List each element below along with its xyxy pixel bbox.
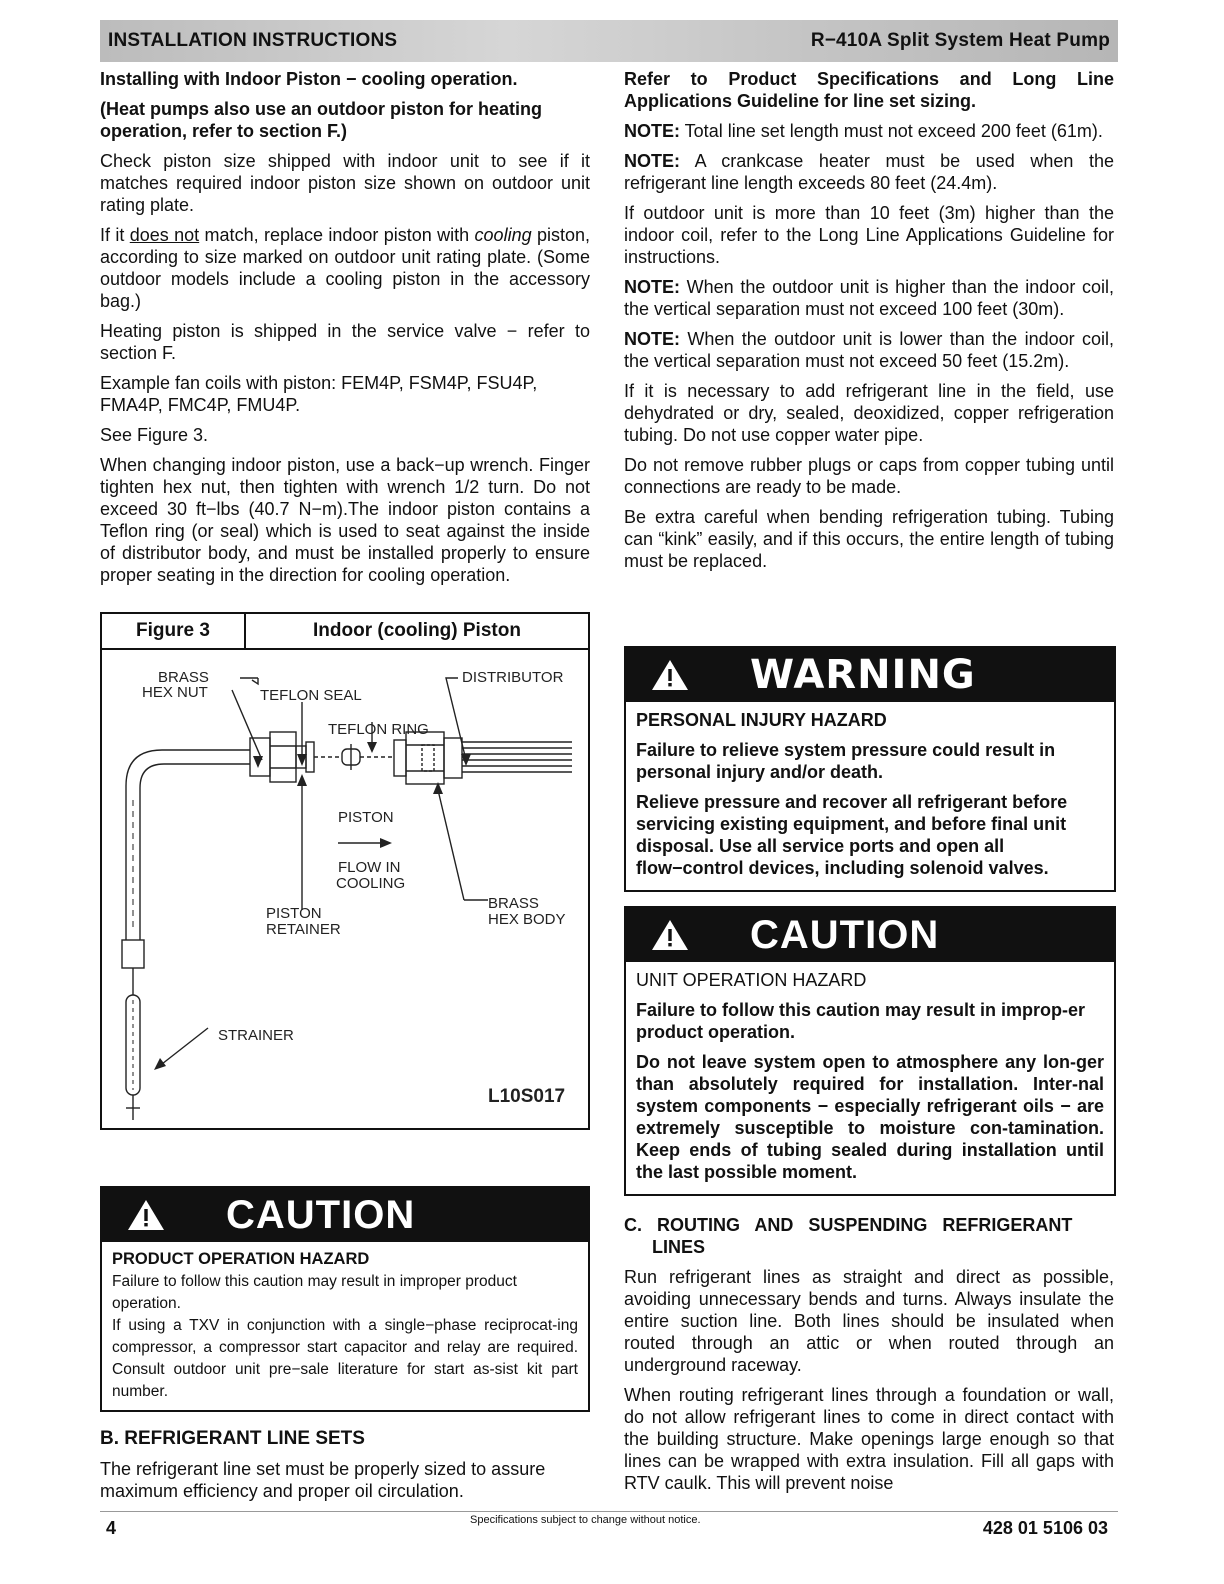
- paragraph: See Figure 3.: [100, 425, 209, 445]
- section-c-title-2: LINES: [652, 1237, 706, 1257]
- figure-title: Indoor (cooling) Piston: [313, 620, 521, 641]
- figure-3: [100, 612, 590, 1130]
- paragraph: Example fan coils with piston: FEM4P, FSM4P, FSU4P, FMA4P, FMC4P, FMU4P.: [100, 373, 538, 415]
- header-left-title: INSTALLATION INSTRUCTIONS: [108, 30, 398, 51]
- label-piston-retainer-1: PISTON: [266, 905, 322, 922]
- caution-title: PRODUCT OPERATION HAZARD: [112, 1250, 370, 1268]
- footer-notice: Specifications subject to change without notice.: [470, 1514, 701, 1526]
- label-teflon-seal: TEFLON SEAL: [260, 687, 362, 704]
- warning-title: PERSONAL INJURY HAZARD: [636, 710, 887, 730]
- label-cooling: COOLING: [336, 875, 406, 892]
- paragraph: If outdoor unit is more than 10 feet (3m) higher than the indoor coil, refer to the Long Line Applications Guideline for instructions.: [624, 203, 1114, 267]
- note: NOTE: A crankcase heater must be used when the refrigerant line length exceeds 80 feet (24.4m).: [624, 151, 1114, 193]
- paragraph: When changing indoor piston, use a back−up wrench. Finger tighten hex nut, then tighten with wrench 1/2 turn. Do not exceed 30 ft−lbs (40.7 N−m).The indoor piston contains a Teflon ring (or seal) which is used to seat against the inside of distributor body, and must be installed properly to ensure proper seating in the direction for cooling operation.: [100, 455, 590, 585]
- caution-word: CAUTION: [226, 1192, 416, 1237]
- caution-text: Failure to follow this caution may result in improper product operation.: [112, 1273, 517, 1312]
- heading-heat-pumps: (Heat pumps also use an outdoor piston for heating operation, refer to section F.): [100, 99, 543, 141]
- paragraph: If it does not match, replace indoor piston with cooling piston, according to size marked on outdoor unit rating plate. (Some outdoor models include a cooling piston in the accessory bag.): [100, 225, 590, 311]
- label-strainer: STRAINER: [218, 1027, 294, 1044]
- page-header: [100, 20, 1118, 62]
- section-c-title: C. ROUTING AND SUSPENDING REFRIGERANT: [624, 1215, 1073, 1235]
- caution-word: CAUTION: [750, 912, 940, 957]
- paragraph: If it is necessary to add refrigerant line in the field, use dehydrated or dry, sealed, deoxidized, copper refrigeration tubing. Do not use copper water pipe.: [624, 381, 1114, 445]
- paragraph: Run refrigerant lines as straight and direct as possible, avoiding unnecessary bends and turns. Always insulate the entire suction line. Both lines should be insulated when routed through an attic or when routed through an underground raceway.: [624, 1267, 1114, 1375]
- caution-text: If using a TXV in conjunction with a single−phase reciprocat-ing compressor, a compressor start capacitor and relay are required. Consult outdoor unit pre−sale literature for start as-sist kit part number.: [112, 1317, 578, 1400]
- warning-text: Relieve pressure and recover all refrigerant before servicing existing equipment, and before final unit disposal. Use all service ports and open all flow−control devices, including solenoid valves.: [636, 792, 1068, 878]
- label-brass: BRASS: [158, 669, 209, 686]
- caution-box-product: [100, 1186, 590, 1412]
- label-brass-2: BRASS: [488, 895, 539, 912]
- label-distributor: DISTRIBUTOR: [462, 669, 564, 686]
- paragraph: Be extra careful when bending refrigeration tubing. Tubing can “kink” easily, and if this occurs, the entire length of tubing must be replaced.: [624, 507, 1114, 571]
- figure-number: Figure 3: [102, 614, 246, 648]
- note: NOTE: When the outdoor unit is lower than the indoor coil, the vertical separation must not exceed 50 feet (15.2m).: [624, 329, 1114, 371]
- label-hex-body: HEX BODY: [488, 911, 566, 928]
- section-c: [624, 1214, 1114, 1502]
- paragraph: Do not remove rubber plugs or caps from copper tubing until connections are ready to be made.: [624, 455, 1114, 497]
- warning-text: Failure to relieve system pressure could result in personal injury and/or death.: [636, 740, 1056, 782]
- page-number: 4: [106, 1518, 117, 1538]
- caution-box-unit: [624, 906, 1116, 1196]
- warning-triangle-icon: [650, 917, 690, 953]
- note: NOTE: When the outdoor unit is higher than the indoor coil, the vertical separation must not exceed 100 feet (30m).: [624, 277, 1114, 319]
- paragraph: When routing refrigerant lines through a foundation or wall, do not allow refrigerant lines to come in direct contact with the building structure. Make openings large enough so that lines can be wrapped with extra insulation. Fill all gaps with RTV caulk. This will prevent noise: [624, 1385, 1114, 1493]
- paragraph: Check piston size shipped with indoor unit to see if it matches required indoor piston size shown on outdoor unit rating plate.: [100, 151, 590, 215]
- caution-title: UNIT OPERATION HAZARD: [636, 970, 867, 990]
- footer-rule: [100, 1511, 1118, 1512]
- left-column: [100, 68, 590, 594]
- label-piston-retainer-2: RETAINER: [266, 921, 341, 938]
- header-right-title: R−410A Split System Heat Pump: [810, 30, 1110, 51]
- warning-word: WARNING: [750, 652, 976, 698]
- warning-box: [624, 646, 1116, 892]
- right-column: [624, 68, 1114, 580]
- heading-line-set-sizing: Refer to Product Specifications and Long Line Applications Guideline for line set sizing.: [624, 69, 1114, 111]
- document-code: 428 01 5106 03: [982, 1518, 1108, 1538]
- section-b: [100, 1428, 590, 1510]
- paragraph: The refrigerant line set must be properly sized to assure maximum efficiency and proper oil circulation.: [100, 1459, 546, 1501]
- caution-text: Do not leave system open to atmosphere any lon-ger than absolutely required for installation. Inter-nal system components − especially refrigerant oils − are extremely susceptible to moisture con-tamination. Keep ends of tubing sealed during installation until the last possible moment.: [636, 1052, 1104, 1182]
- section-b-title: B. REFRIGERANT LINE SETS: [100, 1428, 365, 1449]
- warning-triangle-icon: [650, 657, 690, 693]
- figure-code: L10S017: [488, 1086, 566, 1107]
- warning-triangle-icon: [126, 1197, 166, 1233]
- label-hex-nut: HEX NUT: [142, 684, 208, 701]
- note: NOTE: Total line set length must not exceed 200 feet (61m).: [624, 121, 1103, 141]
- heading-indoor-piston: Installing with Indoor Piston − cooling operation.: [100, 69, 518, 89]
- paragraph: Heating piston is shipped in the service valve − refer to section F.: [100, 321, 590, 363]
- piston-diagram: [102, 650, 588, 1128]
- label-piston: PISTON: [338, 809, 394, 826]
- label-teflon-ring: TEFLON RING: [328, 721, 429, 738]
- caution-text: Failure to follow this caution may result in improp-er product operation.: [636, 1000, 1086, 1042]
- label-flow-in: FLOW IN: [338, 859, 401, 876]
